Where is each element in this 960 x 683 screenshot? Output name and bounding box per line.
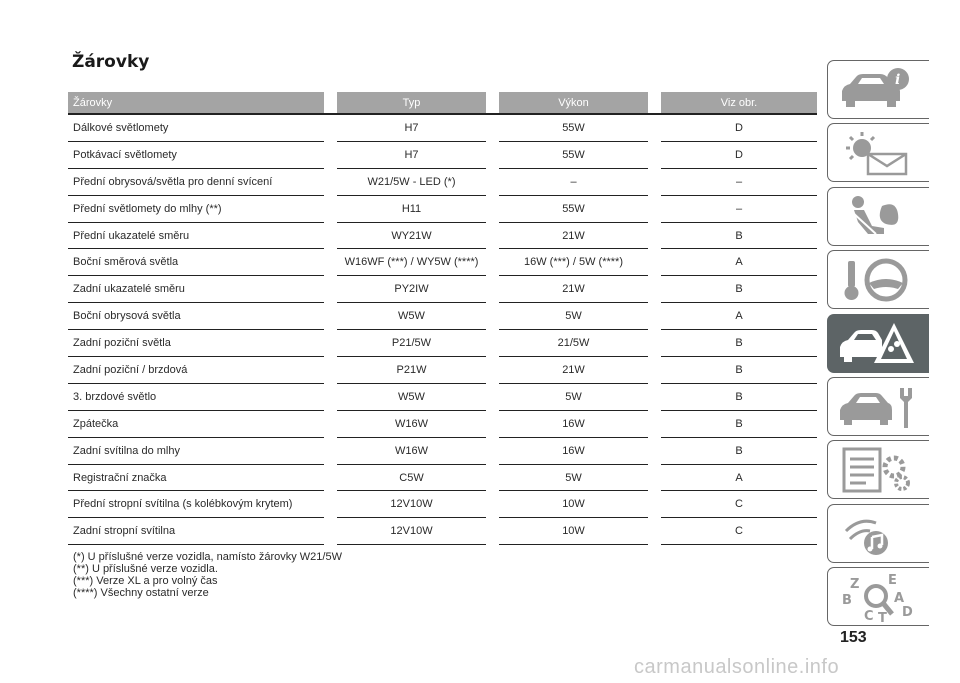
footnote: (*) U příslušné verze vozidla, namísto žárovky W21/5W	[73, 551, 342, 563]
cell-bulb: Registrační značka	[68, 464, 324, 491]
table-row	[68, 168, 817, 195]
cell-type: W16WF (***) / WY5W (****)	[337, 249, 486, 276]
cell-type: H7	[337, 141, 486, 168]
cell-type: W16W	[337, 437, 486, 464]
index-letter: Z	[850, 577, 860, 593]
cell-power: 21/5W	[499, 330, 648, 357]
cell-bulb: Přední světlomety do mlhy (**)	[68, 195, 324, 222]
table-body	[68, 114, 817, 545]
cell-figure: B	[661, 437, 817, 464]
cell-bulb: 3. brzdové světlo	[68, 383, 324, 410]
cell-bulb: Přední stropní svítilna (s kolébkovým krytem)	[68, 491, 324, 518]
cell-power: 5W	[499, 303, 648, 330]
cell-type: H7	[337, 114, 486, 141]
cell-bulb: Zadní stropní svítilna	[68, 518, 324, 545]
footnote: (****) Všechny ostatní verze	[73, 587, 209, 599]
cell-power: 5W	[499, 383, 648, 410]
table-row	[68, 195, 817, 222]
cell-bulb: Zadní poziční / brzdová	[68, 357, 324, 384]
cell-type: 12V10W	[337, 491, 486, 518]
car-maintenance-icon	[836, 382, 916, 432]
key-steering-icon	[836, 255, 916, 305]
bulb-table	[68, 92, 817, 545]
table-row	[68, 491, 817, 518]
multimedia-icon	[836, 509, 916, 559]
page-title: Žárovky	[72, 52, 150, 72]
cell-figure: –	[661, 168, 817, 195]
tab-warning-lights[interactable]	[827, 123, 929, 182]
footnotes	[73, 551, 342, 599]
tab-starting-driving[interactable]	[827, 250, 929, 309]
index-letter: A	[894, 591, 905, 607]
cell-figure: B	[661, 410, 817, 437]
table-row	[68, 464, 817, 491]
cell-figure: B	[661, 357, 817, 384]
header-type: Typ	[337, 92, 486, 114]
cell-bulb: Potkávací světlomety	[68, 141, 324, 168]
cell-figure: –	[661, 195, 817, 222]
table-row	[68, 410, 817, 437]
cell-bulb: Přední obrysová/světla pro denní svícení	[68, 168, 324, 195]
cell-bulb: Dálkové světlomety	[68, 114, 324, 141]
cell-bulb: Zpátečka	[68, 410, 324, 437]
cell-power: 55W	[499, 195, 648, 222]
cell-figure: C	[661, 518, 817, 545]
table-row	[68, 249, 817, 276]
cell-type: C5W	[337, 464, 486, 491]
cell-bulb: Přední ukazatelé směru	[68, 222, 324, 249]
index-letter: B	[842, 593, 852, 609]
cell-figure: D	[661, 114, 817, 141]
table-row	[68, 141, 817, 168]
footnote: (**) U příslušné verze vozidla.	[73, 563, 218, 575]
cell-figure: B	[661, 222, 817, 249]
cell-power: 21W	[499, 357, 648, 384]
table-row	[68, 330, 817, 357]
table-header-row	[68, 92, 817, 114]
cell-power: 21W	[499, 276, 648, 303]
tab-index[interactable]	[827, 567, 929, 626]
svg-text:i: i	[895, 72, 901, 88]
cell-type: H11	[337, 195, 486, 222]
cell-type: W21/5W - LED (*)	[337, 168, 486, 195]
tab-multimedia[interactable]	[827, 504, 929, 563]
tab-emergency[interactable]	[827, 314, 929, 373]
cell-figure: B	[661, 330, 817, 357]
index-letter: T	[878, 611, 887, 623]
table-row	[68, 383, 817, 410]
page-number: 153	[840, 629, 867, 646]
tab-maintenance[interactable]	[827, 377, 929, 436]
cell-power: 16W	[499, 437, 648, 464]
header-figure: Viz obr.	[661, 92, 817, 114]
cell-type: WY21W	[337, 222, 486, 249]
cell-type: P21W	[337, 357, 486, 384]
cell-figure: A	[661, 464, 817, 491]
table-row	[68, 357, 817, 384]
table-row	[68, 222, 817, 249]
table-row	[68, 303, 817, 330]
index-letter: C	[864, 609, 874, 623]
watermark: carmanualsonline.info	[634, 656, 840, 678]
cell-power: 10W	[499, 491, 648, 518]
header-bulbs: Žárovky	[68, 92, 324, 114]
airbag-icon	[836, 192, 916, 242]
cell-bulb: Zadní ukazatelé směru	[68, 276, 324, 303]
cell-type: 12V10W	[337, 518, 486, 545]
cell-power: 16W	[499, 410, 648, 437]
cell-power: 10W	[499, 518, 648, 545]
cell-figure: C	[661, 491, 817, 518]
cell-bulb: Boční směrová světla	[68, 249, 324, 276]
cell-figure: A	[661, 303, 817, 330]
header-power: Výkon	[499, 92, 648, 114]
index-letter: D	[902, 605, 913, 621]
car-breakdown-icon	[836, 319, 916, 369]
cell-power: 21W	[499, 222, 648, 249]
tab-car-info[interactable]	[827, 60, 929, 119]
cell-power: 5W	[499, 464, 648, 491]
chapter-sidebar	[827, 60, 929, 631]
cell-figure: A	[661, 249, 817, 276]
table-row	[68, 276, 817, 303]
cell-figure: D	[661, 141, 817, 168]
cell-power: –	[499, 168, 648, 195]
cell-bulb: Boční obrysová světla	[68, 303, 324, 330]
index-letter: E	[888, 573, 897, 589]
tab-safety[interactable]	[827, 187, 929, 246]
cell-type: PY2IW	[337, 276, 486, 303]
warning-lights-icon	[836, 128, 916, 178]
cell-type: W5W	[337, 303, 486, 330]
cell-power: 55W	[499, 114, 648, 141]
tab-technical-data[interactable]	[827, 440, 929, 499]
cell-figure: B	[661, 383, 817, 410]
cell-power: 16W (***) / 5W (****)	[499, 249, 648, 276]
cell-figure: B	[661, 276, 817, 303]
cell-type: W5W	[337, 383, 486, 410]
cell-power: 55W	[499, 141, 648, 168]
table-row	[68, 518, 817, 545]
table-row	[68, 437, 817, 464]
cell-bulb: Zadní poziční světla	[68, 330, 324, 357]
cell-bulb: Zadní svítilna do mlhy	[68, 437, 324, 464]
technical-data-icon	[836, 445, 916, 495]
footnote: (***) Verze XL a pro volný čas	[73, 575, 218, 587]
car-info-icon	[836, 65, 916, 115]
table-row	[68, 114, 817, 141]
cell-type: P21/5W	[337, 330, 486, 357]
index-icon	[836, 572, 916, 622]
cell-type: W16W	[337, 410, 486, 437]
